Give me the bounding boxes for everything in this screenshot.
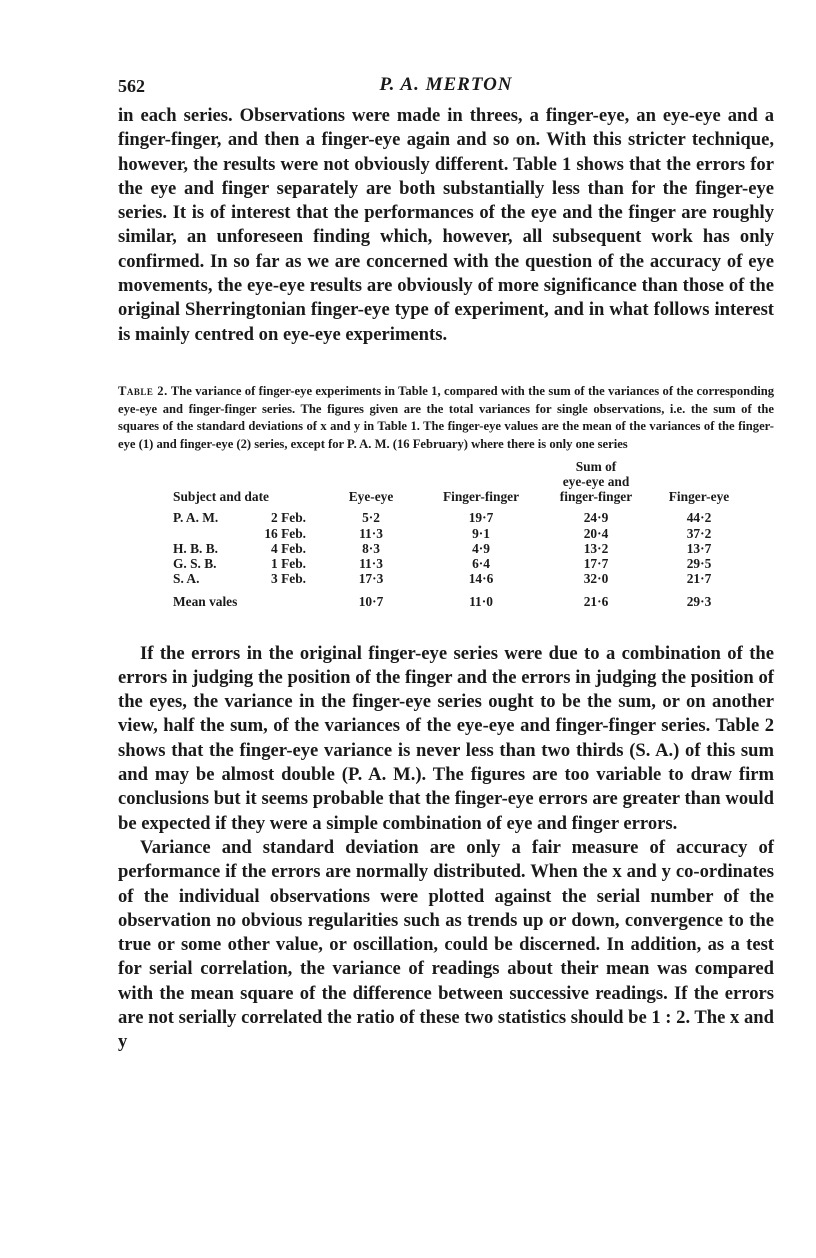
table-row [173,571,742,586]
cell-mean-finger-eye: 29·3 [686,594,712,610]
cell-date: 3 Feb. [271,571,306,587]
header-sum [536,459,656,504]
paragraph-1: in each series. Observations were made in threes, a finger-eye, an eye-eye and a finger-finger, and then a finger-eye again and so on. With this stricter technique, however, the results were not obviously different. Table 1 shows that the errors for the eye and finger separately are both substantially less than for the finger-eye series. It is of interest that the performances of the eye and the finger are roughly similar, an unforeseen finding which, however, all subsequent work has only confirmed. In so far as we are concerned with the question of the accuracy of eye movements, the eye-eye results are obviously of more significance than those of the original Sherringtonian finger-eye type of experiment, and in what follows interest is mainly centred on eye-eye experiments. [118,105,774,345]
header-finger-eye: Finger-eye [668,489,730,505]
cell-sum: 32·0 [583,571,609,587]
cell-finger-finger: 9·1 [472,525,490,541]
header-sum-line-2: eye-eye and [562,474,630,490]
cell-finger-eye: 44·2 [686,510,712,526]
cell-finger-eye: 29·5 [686,555,712,571]
cell-subject: P. A. M. [173,510,219,526]
cell-sum: 20·4 [583,525,609,541]
cell-subject: S. A. [173,571,200,587]
running-title: P. A. MERTON [379,74,513,95]
paragraph-2: If the errors in the original finger-eye series were due to a combination of the errors in judging the position of the finger and the errors in judging the position of the eyes, the variance in the finger-eye series ought to be the sum, or on another view, half the sum, of the variances of the eye-eye and finger-finger series. Table 2 shows that the finger-eye variance is never less than two thirds (S. A.) of this sum and may be almost double (P. A. M.). The figures are too variable to draw firm conclusions but it seems probable that the finger-eye errors are greater than would be expected if they were a simple combination of eye and finger errors. [118,642,774,834]
cell-eye-eye: 11·3 [359,555,383,571]
cell-sum: 17·7 [583,555,609,571]
table-row [173,556,742,571]
page-number: 562 [118,76,145,96]
cell-mean-finger-finger: 11·0 [469,594,493,610]
cell-eye-eye: 11·3 [359,525,383,541]
page [118,74,774,1055]
table-caption [118,383,774,453]
cell-sum: 24·9 [583,510,609,526]
cell-eye-eye: 17·3 [358,571,384,587]
header-subject: Subject and date [173,489,269,505]
variance-table [173,459,742,609]
cell-finger-eye: 37·2 [686,525,712,541]
header-sum-line-1: Sum of [575,459,617,475]
cell-date: 1 Feb. [271,555,306,571]
cell-date: 2 Feb. [271,510,306,526]
table-header-row [173,459,742,504]
cell-mean-eye-eye: 10·7 [358,594,384,610]
table-row [173,541,742,556]
table-row [173,504,742,525]
cell-finger-finger: 4·9 [472,540,490,556]
cell-mean-label: Mean vales [173,594,238,610]
cell-sum: 13·2 [583,540,609,556]
paragraph-3: Variance and standard deviation are only a fair measure of accuracy of performance if the errors are normally distributed. When the x and y co-ordinates of the individual observations were plotted against the serial number of the observation no obvious regularities such as trends up or down, convergence to the true or some other value, or oscillation, could be discerned. In addition, as a test for serial correlation, the variance of readings about their mean was compared with the mean square of the difference between successive readings. If the errors are not serially correlated the ratio of these two statistics should be 1 : 2. The x and y [118,836,774,1053]
header-eye-eye: Eye-eye [348,489,394,505]
cell-finger-finger: 14·6 [468,571,494,587]
cell-finger-finger: 6·4 [472,555,490,571]
table-caption-text: The variance of finger-eye experiments in Table 1, compared with the sum of the variances of the corresponding eye-eye and finger-finger series. The figures given are the total variances for single observations, i.e. the sum of the squares of the standard deviations of x and y in Table 1. The finger-eye values are the mean of the variances of the finger-eye (1) and finger-eye (2) series, except for P. A. M. (16 February) where there is only one series [118,383,774,451]
cell-finger-eye: 21·7 [686,571,712,587]
cell-subject: G. S. B. [173,555,217,571]
cell-mean-sum: 21·6 [583,594,609,610]
page-header [118,74,774,104]
table-row [173,526,742,541]
table-mean-row [173,586,742,609]
header-finger-finger: Finger-finger [442,489,520,505]
cell-date: 16 Feb. [264,525,306,541]
cell-eye-eye: 5·2 [362,510,380,526]
cell-date: 4 Feb. [271,540,306,556]
cell-eye-eye: 8·3 [362,540,380,556]
cell-subject: H. B. B. [173,540,219,556]
cell-subject [173,526,251,541]
header-sum-line-3: finger-finger [559,489,633,505]
cell-finger-eye: 13·7 [686,540,712,556]
cell-finger-finger: 19·7 [468,510,494,526]
table-caption-label: Table 2. [118,383,168,398]
